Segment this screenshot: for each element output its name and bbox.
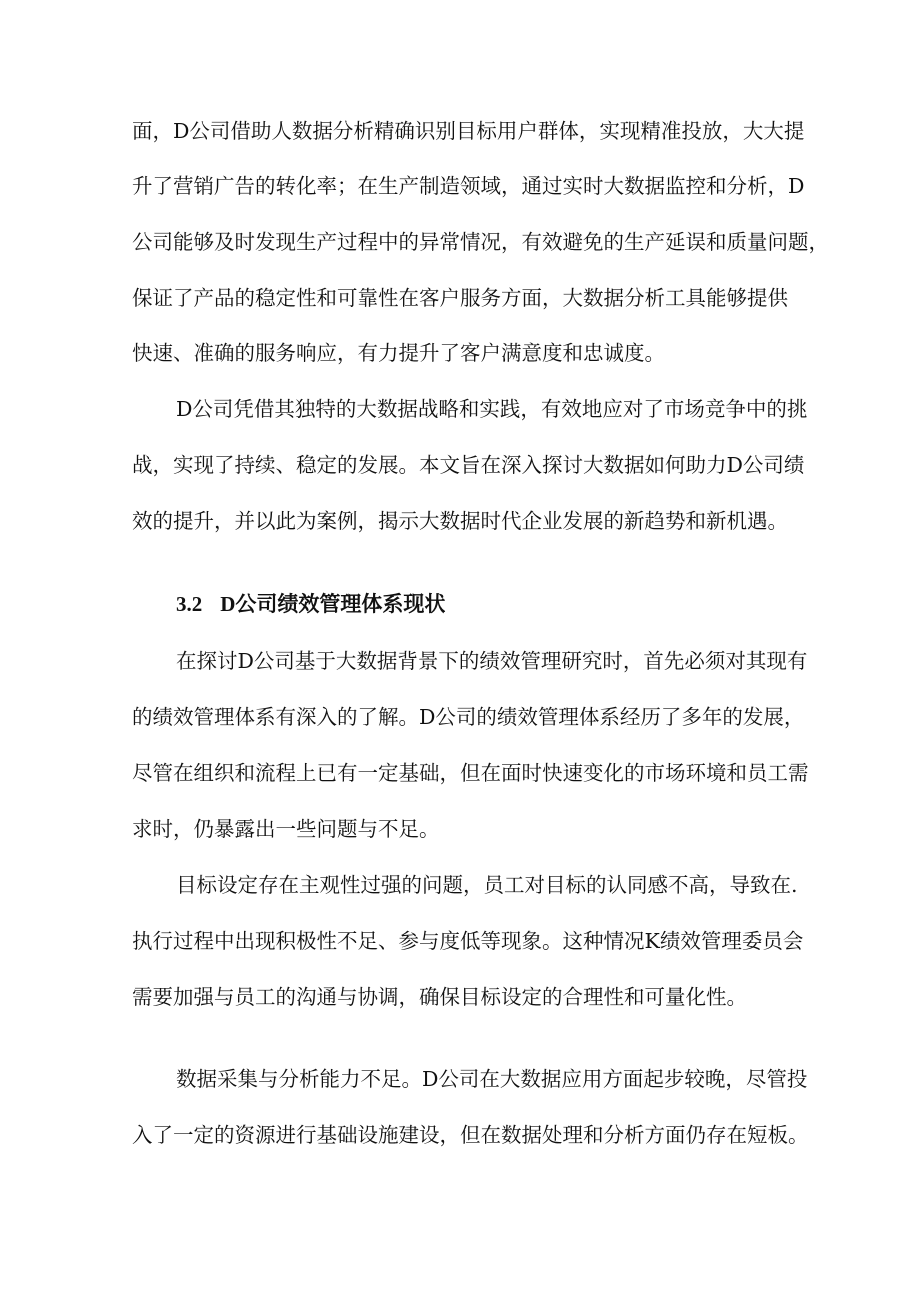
section-heading xyxy=(0,589,920,619)
paragraph-line: 入了一定的资源进行基础设施建设，但在数据处理和分析方面仍存在短板。 xyxy=(132,1123,809,1147)
paragraph-line: D公司凭借其独特的大数据战略和实践，有效地应对了市场竞争中的挑 xyxy=(176,397,808,421)
paragraph-line: 数据采集与分析能力不足。D公司在大数据应用方面起步较晚，尽管投 xyxy=(176,1067,808,1091)
paragraph-line: 尽管在组织和流程上已有一定基础，但在面时快速变化的市场环境和员工需 xyxy=(132,761,809,785)
paragraph-line: 升了营销广告的转化率；在生产制造领域，通过实时大数据监控和分析，D xyxy=(132,174,805,198)
paragraph-line: 在探讨D公司基于大数据背景下的绩效管理研究时，首先必须对其现有 xyxy=(176,649,808,673)
paragraph-line: 执行过程中出现积极性不足、参与度低等现象。这种情况K绩效管理委员会 xyxy=(132,929,804,953)
section-number: 3.2 xyxy=(176,592,203,616)
paragraph-line: 需要加强与员工的沟通与协调，确保目标设定的合理性和可量化性。 xyxy=(132,985,747,1009)
paragraph-line: 面，D公司借助人数据分析精确识别目标用户群体，实现精准投放，大大提 xyxy=(132,119,805,143)
paragraph-line: 的绩效管理体系有深入的了解。D公司的绩效管理体系经历了多年的发展， xyxy=(132,705,805,729)
paragraph-line: 求时，仍暴露出一些问题与不足。 xyxy=(132,817,440,841)
paragraph-line: 目标设定存在主观性过强的问题，员工对目标的认同感不高，导致在. xyxy=(176,873,798,897)
paragraph-line: 公司能够及时发现生产过程中的异常情况，有效避免的生产延误和质量问题， xyxy=(132,230,829,254)
paragraph-line: 效的提升，并以此为案例，揭示大数据时代企业发展的新趋势和新机遇。 xyxy=(132,509,788,533)
section-title: D公司绩效管理体系现状 xyxy=(220,592,446,616)
paragraph-line: 快速、准确的服务响应，有力提升了客户满意度和忠诚度。 xyxy=(132,341,665,365)
paragraph-line: 战，实现了持续、稳定的发展。本文旨在深入探讨大数据如何助力D公司绩 xyxy=(132,453,805,477)
paragraph-line: 保证了产品的稳定性和可靠性在客户服务方面，大数据分析工具能够提供 xyxy=(132,286,788,310)
